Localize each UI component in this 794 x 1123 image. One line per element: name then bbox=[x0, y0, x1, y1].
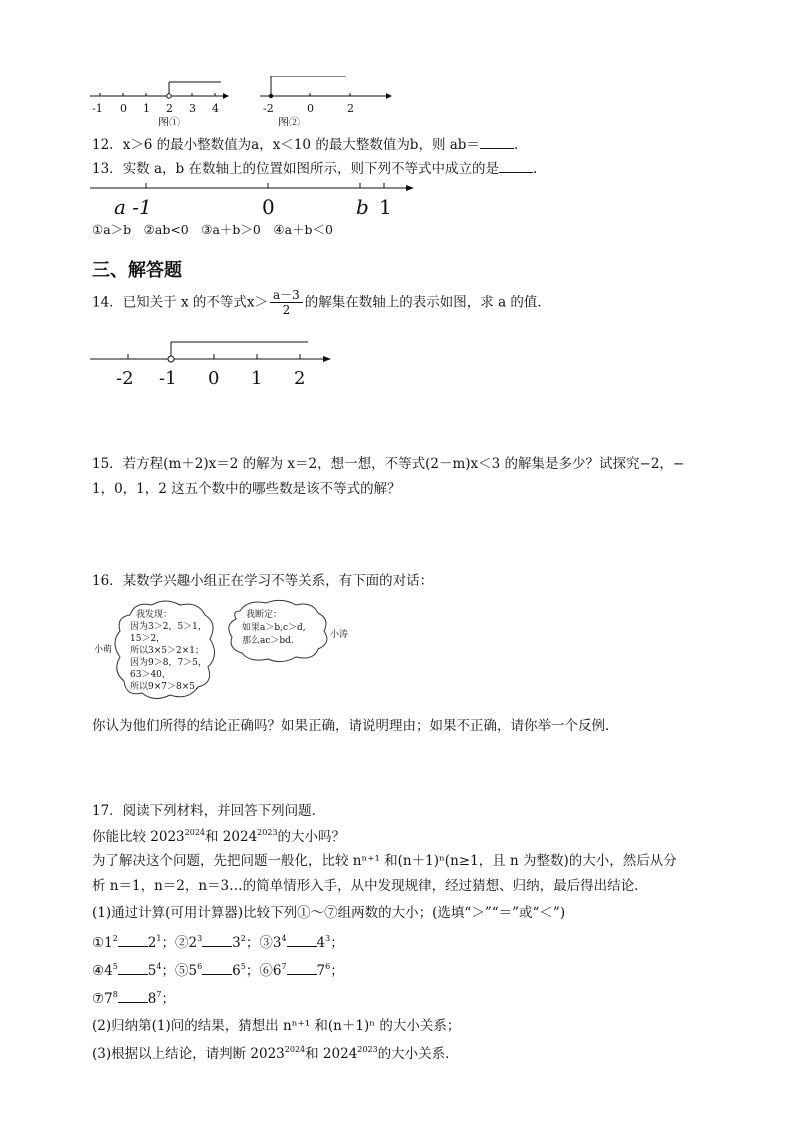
options-text: ①a＞b ②ab<0 ③a＋b＞0 ④a＋b＜0 bbox=[92, 222, 333, 237]
text: ； bbox=[330, 963, 344, 979]
question-15-line-1 bbox=[92, 456, 684, 472]
section-title: 三、解答题 bbox=[92, 260, 182, 281]
question-text: 你认为他们所得的结论正确吗？如果正确，请说明理由；如果不正确，请你举一个反例． bbox=[92, 718, 619, 734]
figure-caption: 图① bbox=[158, 116, 180, 126]
question-text-end: 的解集在数轴上的表示如图，求 a 的值． bbox=[304, 294, 551, 311]
question-17-line-3 bbox=[92, 853, 677, 869]
answer-blank[interactable] bbox=[202, 934, 232, 947]
question-text: 实数 a，b 在数轴上的位置如图所示，则下列不等式中成立的是 bbox=[122, 161, 499, 177]
text: 和 2024 bbox=[205, 829, 258, 845]
exponent: 2023 bbox=[257, 828, 278, 837]
exponent: 2024 bbox=[184, 828, 206, 837]
exponent: 4 bbox=[281, 934, 287, 943]
text: ；⑥6 bbox=[245, 963, 282, 979]
exponent: 2023 bbox=[357, 1045, 378, 1054]
tick-label: -1 bbox=[92, 102, 103, 115]
bubble-line: 如果a＞b,c＞d, bbox=[242, 623, 306, 633]
comparison-row-2 bbox=[92, 962, 344, 979]
answer-blank[interactable] bbox=[287, 934, 317, 947]
label-a-minus-1: a -1 bbox=[114, 195, 152, 219]
section-heading bbox=[92, 256, 182, 282]
figure-caption: 图② bbox=[278, 116, 300, 126]
fraction-numerator: a－3 bbox=[270, 288, 303, 303]
tick-label: 0 bbox=[307, 102, 314, 115]
question-text: 17．阅读下列材料，并回答下列问题． bbox=[92, 803, 326, 819]
text: 和 2024 bbox=[305, 1046, 358, 1062]
question-number: 14． bbox=[92, 294, 123, 311]
bubble-line: 因为3＞2，5＞1， bbox=[130, 622, 207, 632]
exponent: 7 bbox=[156, 990, 162, 999]
text: 8 bbox=[147, 991, 157, 1007]
question-14 bbox=[92, 288, 551, 318]
text: 2 bbox=[147, 935, 157, 951]
text: 5 bbox=[147, 963, 157, 979]
number-line-figure-1 bbox=[88, 76, 238, 126]
text: ； bbox=[330, 935, 344, 951]
question-17-part-2 bbox=[92, 1018, 460, 1034]
tick-label: -1 bbox=[159, 368, 177, 389]
tick-label: 2 bbox=[347, 102, 354, 115]
tick-label: 0 bbox=[208, 368, 220, 389]
question-17-line-2 bbox=[92, 828, 345, 845]
answer-blank[interactable] bbox=[480, 136, 514, 149]
question-17-line-4 bbox=[92, 878, 648, 894]
text: ①1 bbox=[92, 935, 113, 951]
question-13-options bbox=[92, 222, 333, 237]
bubble-line: 所以3×5＞2×1； bbox=[130, 646, 204, 656]
exponent: 8 bbox=[112, 990, 118, 999]
question-text: (1)通过计算(可用计算器)比较下列①～⑦组两数的大小；(选填“＞”“＝”或“＜”) bbox=[92, 905, 566, 921]
bubble-line: 我断定： bbox=[246, 610, 283, 620]
exponent: 6 bbox=[325, 962, 331, 971]
period: . bbox=[513, 137, 519, 153]
text: ④4 bbox=[92, 963, 113, 979]
question-number: 16． bbox=[92, 573, 123, 589]
fraction bbox=[270, 288, 303, 318]
question-number: 13． bbox=[92, 161, 123, 177]
answer-blank[interactable] bbox=[118, 990, 148, 1003]
text: ；③3 bbox=[245, 935, 282, 951]
question-12 bbox=[92, 136, 518, 153]
exponent: 6 bbox=[197, 962, 203, 971]
question-17-line-1 bbox=[92, 803, 325, 819]
label-zero: 0 bbox=[262, 195, 275, 219]
bubble-line: 因为9＞8，7＞5， bbox=[130, 658, 207, 668]
question-text: 15．若方程(m＋2)x＝2 的解为 x＝2，想一想，不等式(2－m)x＜3 的解集是多少？试探究−2，− bbox=[92, 456, 685, 472]
speaker-left: 小萌 bbox=[94, 645, 113, 655]
period: . bbox=[532, 161, 538, 177]
number-line-figure-2 bbox=[258, 76, 398, 126]
number-line-q14 bbox=[88, 340, 348, 390]
question-17-part-3 bbox=[92, 1045, 459, 1062]
answer-blank[interactable] bbox=[118, 962, 148, 975]
answer-blank[interactable] bbox=[118, 934, 148, 947]
tick-label: 1 bbox=[251, 368, 263, 389]
question-text: 已知关于 x 的不等式x＞ bbox=[122, 294, 268, 311]
speaker-right: 小涛 bbox=[330, 630, 349, 640]
exponent: 3 bbox=[197, 934, 203, 943]
question-number: 12． bbox=[92, 137, 123, 153]
text: 的大小吗？ bbox=[277, 829, 346, 845]
exponent: 4 bbox=[156, 962, 162, 971]
answer-blank[interactable] bbox=[499, 160, 533, 173]
text: 7 bbox=[316, 963, 326, 979]
bubble-line: 15＞2， bbox=[130, 634, 166, 644]
tick-label: -2 bbox=[116, 368, 134, 389]
exponent: 2024 bbox=[284, 1045, 306, 1054]
number-line-q13 bbox=[88, 180, 418, 220]
tick-label: 4 bbox=[212, 102, 219, 115]
text: 4 bbox=[316, 935, 326, 951]
tick-label: 0 bbox=[120, 102, 127, 115]
question-text: 1，0，1，2 这五个数中的哪些数是该不等式的解？ bbox=[92, 481, 401, 497]
exponent: 3 bbox=[325, 934, 331, 943]
text: 的大小关系． bbox=[377, 1046, 459, 1062]
question-16 bbox=[92, 573, 433, 589]
text: ；②2 bbox=[161, 935, 198, 951]
text: ⑦7 bbox=[92, 991, 113, 1007]
comparison-row-1 bbox=[92, 934, 344, 951]
text: ； bbox=[161, 991, 175, 1007]
exponent: 2 bbox=[112, 934, 118, 943]
exponent: 2 bbox=[240, 934, 246, 943]
bubble-line: 所以9×7＞8×5. bbox=[130, 682, 198, 692]
tick-label: 2 bbox=[166, 102, 173, 115]
fraction-denominator: 2 bbox=[282, 303, 291, 318]
answer-blank[interactable] bbox=[287, 962, 317, 975]
tick-label: 1 bbox=[143, 102, 150, 115]
exponent: 1 bbox=[156, 934, 162, 943]
tick-label: -2 bbox=[263, 102, 274, 115]
tick-label: 3 bbox=[189, 102, 196, 115]
question-17-part-1 bbox=[92, 905, 565, 921]
exponent: 5 bbox=[240, 962, 246, 971]
text: 3 bbox=[232, 935, 241, 951]
question-text: 析 n＝1，n＝2，n＝3…的简单情形入手，从中发现规律，经过猜想、归纳，最后得出结论． bbox=[92, 878, 648, 894]
label-one: 1 bbox=[379, 195, 392, 219]
question-15-line-2 bbox=[92, 481, 401, 497]
tick-label: 2 bbox=[294, 368, 306, 389]
question-text: 某数学兴趣小组正在学习不等关系，有下面的对话： bbox=[122, 573, 434, 589]
question-text: x＞6 的最小整数值为a，x＜10 的最大整数值为b，则 ab＝ bbox=[122, 137, 480, 153]
comparison-row-3 bbox=[92, 990, 175, 1007]
exponent: 7 bbox=[281, 962, 287, 971]
exponent: 5 bbox=[112, 962, 118, 971]
question-13 bbox=[92, 160, 537, 177]
answer-blank[interactable] bbox=[202, 962, 232, 975]
text: (3)根据以上结论，请判断 2023 bbox=[92, 1046, 285, 1062]
question-text: 为了解决这个问题，先把问题一般化，比较 nⁿ⁺¹ 和(n＋1)ⁿ(n≥1，且 n 为整数)的大小，然后从分 bbox=[92, 853, 677, 869]
bubble-line: 我发现： bbox=[136, 610, 173, 620]
text: 6 bbox=[232, 963, 241, 979]
question-text: (2)归纳第(1)问的结果，猜想出 nⁿ⁺¹ 和(n＋1)ⁿ 的大小关系； bbox=[92, 1018, 461, 1034]
text: 你能比较 2023 bbox=[92, 829, 185, 845]
question-16-prompt bbox=[92, 718, 619, 734]
text: ；⑤5 bbox=[161, 963, 198, 979]
bubble-line: 63＞40， bbox=[130, 670, 171, 680]
bubble-line: 那么ac＞bd. bbox=[242, 636, 294, 646]
label-b: b bbox=[356, 195, 369, 219]
dialogue-illustration bbox=[90, 597, 380, 702]
